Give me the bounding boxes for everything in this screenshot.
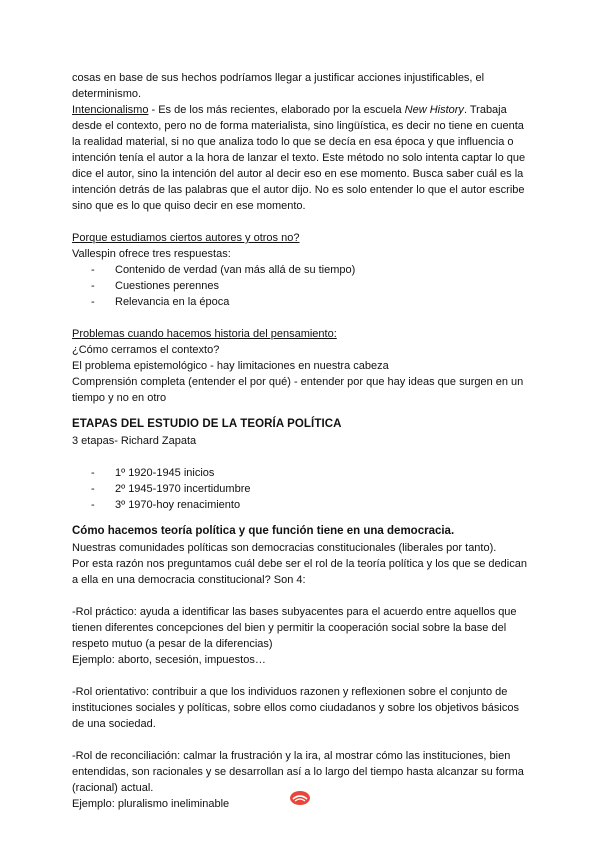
list-item: - Relevancia en la época: [91, 294, 532, 310]
list-item: - 2º 1945-1970 incertidumbre: [91, 481, 532, 497]
problemas-line: El problema epistemológico - hay limitaciones en nuestra cabeza: [72, 360, 389, 372]
new-history-italic: New History: [404, 104, 464, 116]
heading-etapas: ETAPAS DEL ESTUDIO DE LA TEORÍA POLÍTICA: [72, 418, 342, 430]
term-intencionalismo: Intencionalismo: [72, 104, 149, 116]
intencionalismo-text-a: - Es de los más recientes, elaborado por la escuela: [148, 104, 405, 116]
rol-orientativo: -Rol orientativo: contribuir a que los individuos razonen y reflexionen sobre el conjunto de instituciones sociales y políticas, sobre ellos como ciudadanos y sobre los objetivos básicos de una sociedad.: [72, 686, 519, 730]
heading-problemas: Problemas cuando hacemos historia del pensamiento:: [72, 328, 337, 340]
list-item: - Contenido de verdad (van más allá de su tiempo): [91, 262, 532, 278]
list-item: - 3º 1970-hoy renacimiento: [91, 497, 532, 513]
rol-practico: -Rol práctico: ayuda a identificar las bases subyacentes para el acuerdo entre aquellos que tienen diferentes concepciones del bien y permitir la cooperación social sobre la base del respeto mutuo (a pesar de la diferencias): [72, 606, 517, 650]
paragraph-intencionalismo: [72, 102, 532, 214]
rol-reconciliacion: -Rol de reconciliación: calmar la frustración y la ira, al mostrar cómo las instituciones, bien entendidas, son racionales y se desarrollan así a lo largo del tiempo hasta alcanzar su forma (racional) actual.: [72, 750, 524, 794]
intencionalismo-text-b: . Trabaja desde el contexto, pero no de forma materialista, sino lingüística, es decir no tiene en cuenta la realidad material, si no que analiza todo lo que se decía en esa época y que influencia o intención tenía el autor a la hora de lanzar el texto. Este método no solo intenta captar lo que dice el autor, sino la intención del autor al decir eso en ese momento. Busca saber cuál es la intención detrás de las palabras que el autor dijo. No es solo entender lo que el autor escribe sino que es lo que quiso decir en ese momento.: [72, 104, 526, 212]
etapas-intro: 3 etapas- Richard Zapata: [72, 435, 197, 447]
document-page: [72, 70, 532, 812]
porque-list: [72, 262, 532, 310]
ejemplo-2: Ejemplo: pluralismo ineliminable: [72, 798, 230, 810]
problemas-line: ¿Cómo cerramos el contexto?: [72, 344, 220, 356]
heading-como: Cómo hacemos teoría política y que función tiene en una democracia.: [72, 525, 455, 537]
etapas-list: [72, 465, 532, 513]
problemas-line: Comprensión completa (entender el por qué) - entender por que hay ideas que surgen en un tiempo y no en otro: [72, 376, 524, 404]
ejemplo-1: Ejemplo: aborto, secesión, impuestos…: [72, 654, 266, 666]
porque-intro: Vallespin ofrece tres respuestas:: [72, 248, 231, 260]
heading-porque: Porque estudiamos ciertos autores y otros no?: [72, 232, 300, 244]
como-p2: Por esta razón nos preguntamos cuál debe ser el rol de la teoría política y los que se dedican a ella en una democracia constitucional? Son 4:: [72, 558, 527, 586]
list-item: - 1º 1920-1945 inicios: [91, 465, 532, 481]
red-circle-logo-icon: [289, 790, 311, 806]
como-p1: Nuestras comunidades políticas son democracias constitucionales (liberales por tanto).: [72, 542, 497, 554]
list-item: - Cuestiones perennes: [91, 278, 532, 294]
paragraph-determinismo: cosas en base de sus hechos podríamos llegar a justificar acciones injustificables, el determinismo.: [72, 72, 485, 100]
